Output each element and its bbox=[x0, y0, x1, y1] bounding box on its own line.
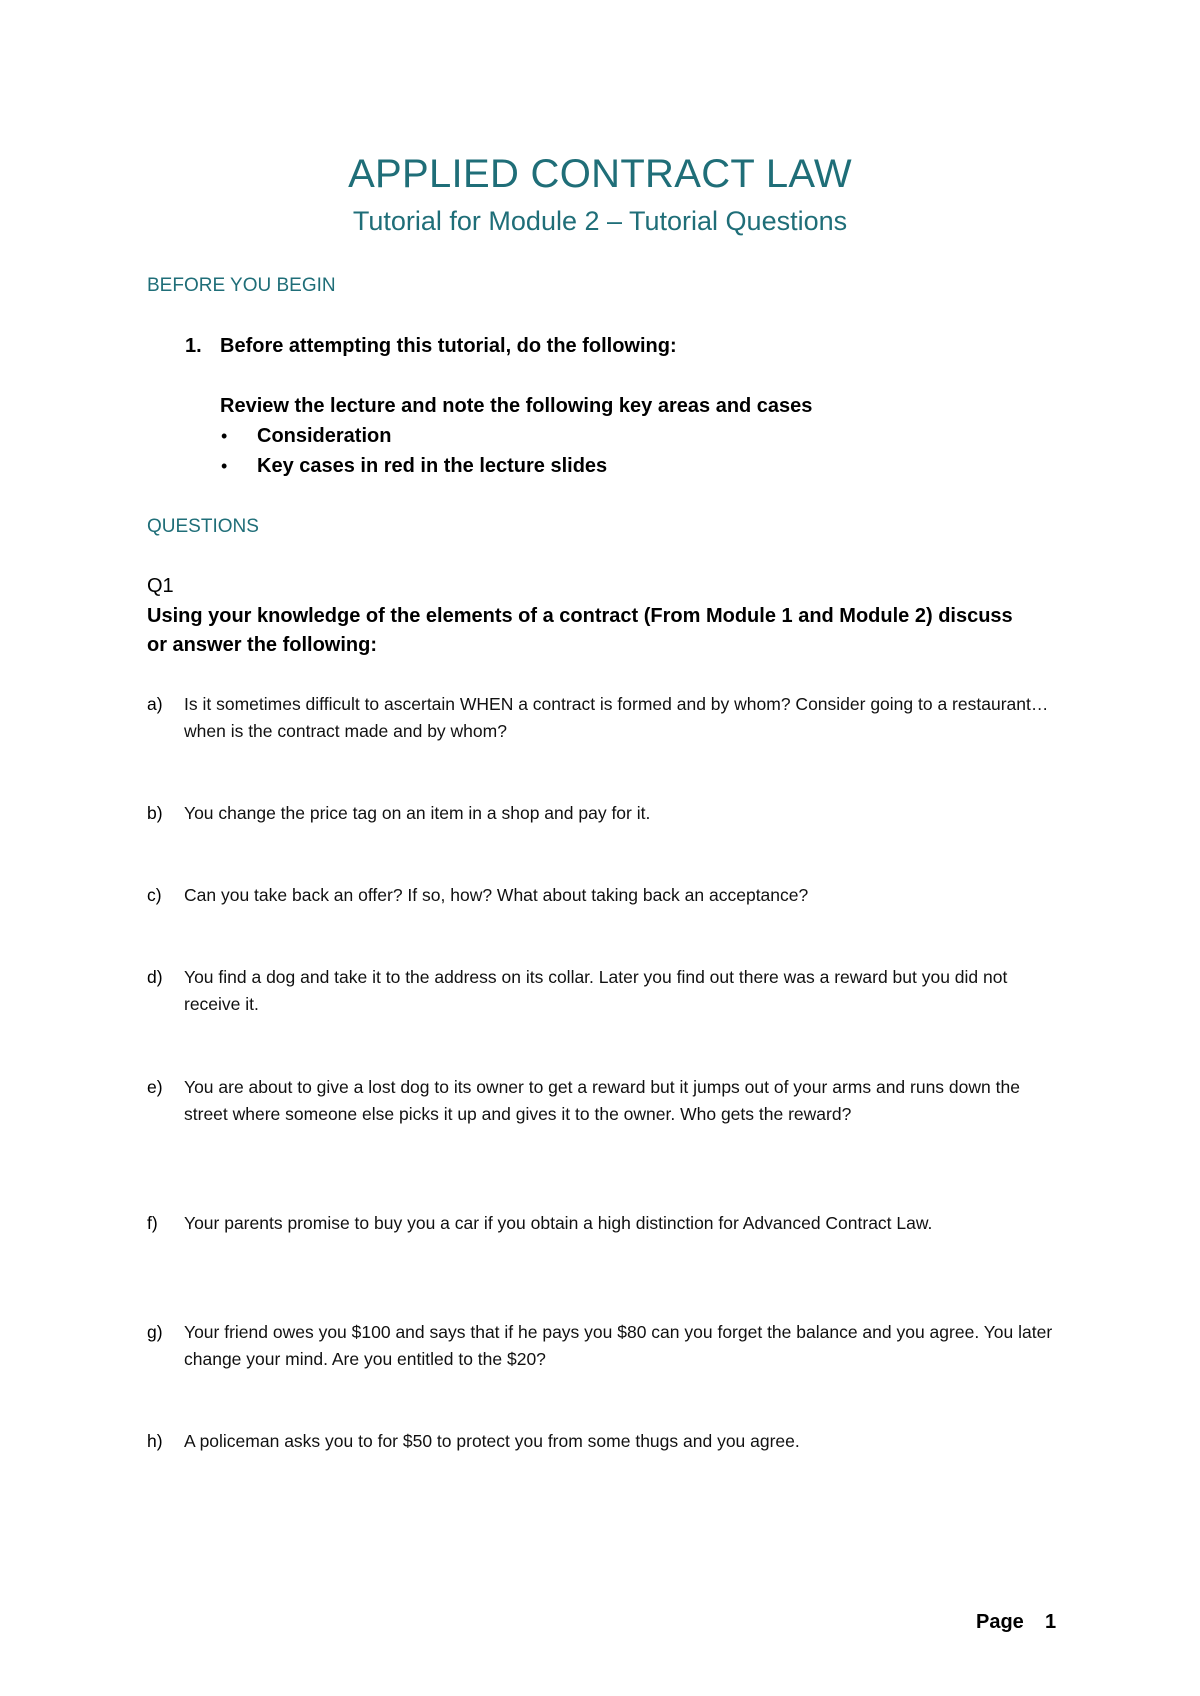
sub-question-letter: c) bbox=[147, 885, 162, 905]
question-label: Q1 bbox=[147, 575, 174, 597]
sub-question-letter: d) bbox=[147, 967, 163, 987]
sub-question-text: You change the price tag on an item in a shop and pay for it. bbox=[184, 803, 651, 823]
numbered-item-number: 1. bbox=[185, 335, 202, 357]
sub-question-letter: a) bbox=[147, 694, 163, 714]
bullet-icon: • bbox=[221, 456, 228, 476]
document-title: APPLIED CONTRACT LAW bbox=[348, 152, 852, 196]
sub-question-letter: b) bbox=[147, 803, 163, 823]
numbered-item-text: Before attempting this tutorial, do the following: bbox=[220, 335, 677, 357]
document-subtitle: Tutorial for Module 2 – Tutorial Questions bbox=[352, 206, 848, 236]
bullet-item-consideration: Consideration bbox=[257, 425, 392, 447]
sub-question-letter: h) bbox=[147, 1431, 163, 1451]
sub-question-text: Your friend owes you $100 and says that if he pays you $80 can you forget the balance and you agree. You later change your mind. Are you entitled to the $20? bbox=[184, 1322, 1053, 1369]
review-instruction: Review the lecture and note the following key areas and cases bbox=[220, 395, 813, 417]
question-intro-line1: Using your knowledge of the elements of a contract (From Module 1 and Module 2) discuss bbox=[147, 605, 1013, 627]
before-you-begin-heading: BEFORE YOU BEGIN bbox=[147, 275, 336, 296]
sub-question-letter: g) bbox=[147, 1322, 163, 1342]
sub-question-text: You find a dog and take it to the address on its collar. Later you find out there was a reward but you did not receive it. bbox=[184, 967, 1008, 1014]
sub-question-letter: f) bbox=[147, 1213, 158, 1233]
bullet-icon: • bbox=[221, 426, 228, 446]
sub-question-text: A policeman asks you to for $50 to protect you from some thugs and you agree. bbox=[184, 1431, 800, 1451]
sub-question-letter: e) bbox=[147, 1077, 163, 1097]
questions-heading: QUESTIONS bbox=[147, 516, 259, 537]
question-intro-line2: or answer the following: bbox=[147, 634, 378, 656]
sub-question-text: You are about to give a lost dog to its owner to get a reward but it jumps out of your arms and runs down the street where someone else picks it up and gives it to the owner. Who gets the reward? bbox=[184, 1077, 1020, 1124]
bullet-item-key-cases: Key cases in red in the lecture slides bbox=[257, 455, 608, 477]
sub-question-text: Your parents promise to buy you a car if you obtain a high distinction for Advanced Contract Law. bbox=[184, 1213, 933, 1233]
sub-question-text: Is it sometimes difficult to ascertain WHEN a contract is formed and by whom? Consider going to a restaurant…when is the contract made and by whom? bbox=[184, 694, 1049, 741]
page-number: 1 bbox=[1045, 1611, 1057, 1633]
page-label: Page bbox=[976, 1611, 1024, 1633]
sub-question-text: Can you take back an offer? If so, how? What about taking back an acceptance? bbox=[184, 885, 809, 905]
